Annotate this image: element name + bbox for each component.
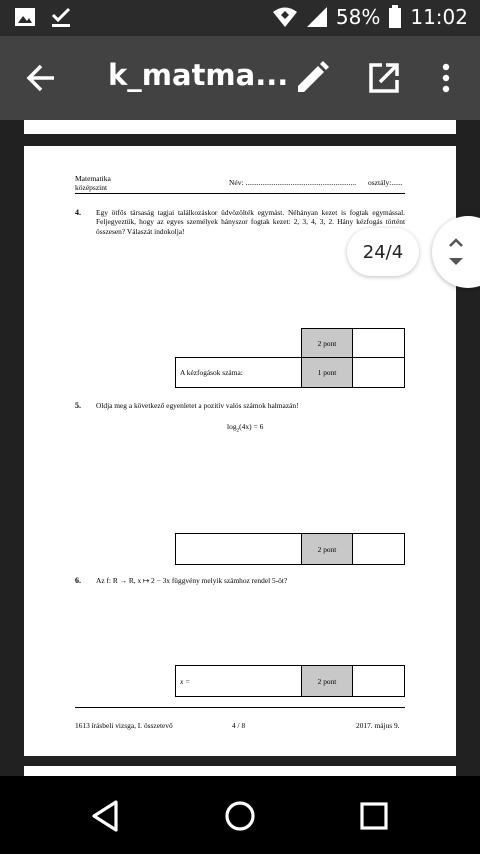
home-circle-icon bbox=[222, 798, 258, 834]
edit-button[interactable] bbox=[294, 60, 330, 96]
download-done-icon bbox=[50, 6, 72, 28]
document-title: k_matma... bbox=[108, 58, 289, 92]
q6-score-box bbox=[352, 665, 405, 697]
q6-points: 2 pont bbox=[301, 665, 353, 697]
wifi-icon bbox=[272, 6, 298, 28]
footer-date: 2017. május 9. bbox=[356, 721, 400, 730]
header-name-field: Név: ........................................................... bbox=[229, 178, 357, 187]
q5-points: 2 pont bbox=[301, 533, 353, 565]
status-bar bbox=[0, 0, 480, 36]
app-bar bbox=[0, 36, 480, 120]
clock: 11:02 bbox=[410, 5, 468, 29]
page-indicator: 24/4 bbox=[347, 228, 419, 276]
q4-answer-label: A kézfogások száma: bbox=[175, 357, 302, 388]
q4-points-a: 2 pont bbox=[301, 328, 353, 358]
q6-answer-label: x = bbox=[175, 665, 302, 697]
question-6-number: 6. bbox=[75, 576, 81, 585]
q5-score-box bbox=[352, 533, 405, 565]
question-6-text: Az f: R → R, x ↦ 2 − 3x függvény melyik számhoz rendel 5-öt? bbox=[96, 576, 288, 585]
q4-score-box-a bbox=[352, 328, 405, 358]
back-triangle-icon bbox=[88, 798, 124, 834]
recents-square-icon bbox=[356, 798, 392, 834]
header-class-field: osztály:...... bbox=[368, 178, 403, 187]
edit-pencil-icon bbox=[294, 60, 330, 96]
question-4-text: Egy ötfős társaság tagjai találkozáskor üdvözölték egymást. Néhányan kezet is fogtak egymással. Feljegyeztük, hogy az egyes személyek hányszor fogtak kezet: 2, 3, 4, 3, 2. Hány kézfogás történt összesen? Válaszát indokolja! bbox=[96, 208, 405, 236]
q4-points-b: 1 pont bbox=[301, 357, 353, 388]
previous-page bbox=[24, 120, 456, 134]
footer-exam-code: 1613 írásbeli vizsga, I. összetevő bbox=[75, 721, 173, 730]
header-divider bbox=[75, 193, 405, 194]
footer-divider bbox=[75, 707, 405, 708]
scroll-up-down-icon bbox=[446, 216, 480, 288]
q5-answer-box bbox=[175, 533, 302, 565]
open-in-new-button[interactable] bbox=[366, 60, 402, 96]
signal-icon bbox=[306, 6, 328, 28]
footer-page-number: 4 / 8 bbox=[232, 721, 246, 730]
question-5-number: 5. bbox=[75, 401, 81, 410]
navigation-bar bbox=[0, 776, 480, 854]
nav-home-button[interactable] bbox=[222, 798, 258, 834]
next-page bbox=[24, 766, 456, 776]
document-viewer[interactable] bbox=[0, 120, 480, 776]
nav-recents-button[interactable] bbox=[356, 798, 392, 834]
q5-equation: $\log_2(4x) = 6$ bbox=[227, 422, 264, 434]
more-options-button[interactable] bbox=[432, 60, 460, 96]
more-vert-icon bbox=[432, 60, 460, 96]
q4-score-box-b bbox=[352, 357, 405, 388]
battery-percent: 58% bbox=[335, 5, 381, 29]
nav-back-button[interactable] bbox=[88, 798, 124, 834]
question-4-number: 4. bbox=[75, 208, 81, 217]
question-5-text: Oldja meg a következő egyenletet a pozitív valós számok halmazán! bbox=[96, 401, 299, 410]
image-icon bbox=[14, 6, 36, 28]
open-in-new-icon bbox=[366, 60, 402, 96]
header-subject: Matematika középszint bbox=[75, 174, 111, 192]
back-button[interactable] bbox=[22, 60, 62, 96]
back-arrow-icon bbox=[22, 60, 62, 96]
battery-icon bbox=[388, 5, 402, 29]
